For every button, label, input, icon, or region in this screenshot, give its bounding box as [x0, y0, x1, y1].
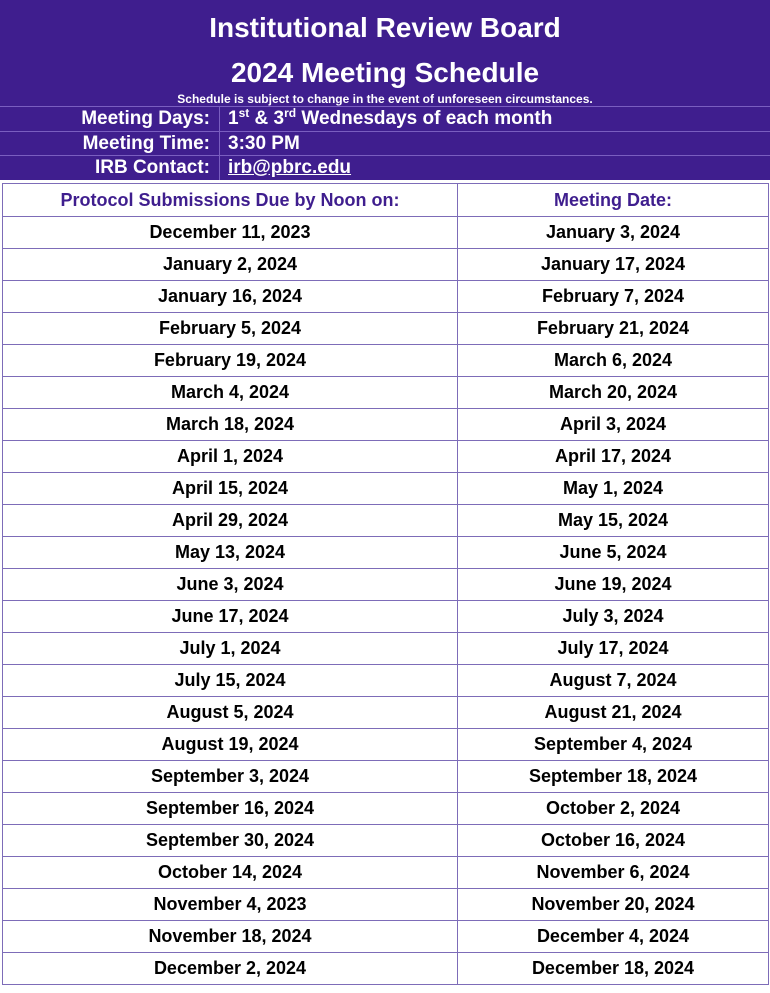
meeting-date-cell: December 18, 2024	[458, 953, 769, 985]
page-title: Institutional Review Board	[209, 12, 561, 43]
meeting-time-value: 3:30 PM	[228, 133, 300, 154]
meeting-date-cell: August 21, 2024	[458, 697, 769, 729]
meeting-date-cell: November 20, 2024	[458, 889, 769, 921]
submission-due-cell: September 3, 2024	[3, 761, 458, 793]
table-row	[3, 921, 769, 953]
table-row	[3, 761, 769, 793]
irb-contact-label: IRB Contact:	[94, 157, 210, 178]
table-row	[3, 697, 769, 729]
table-row	[3, 345, 769, 377]
table-row	[3, 473, 769, 505]
schedule-disclaimer: Schedule is subject to change in the event of unforeseen circumstances.	[177, 92, 593, 106]
meeting-days-rest: Wednesdays of each month	[296, 108, 553, 129]
meeting-date-cell: June 19, 2024	[458, 569, 769, 601]
table-row	[3, 377, 769, 409]
submission-due-cell: August 5, 2024	[3, 697, 458, 729]
table-row	[3, 601, 769, 633]
submission-due-cell: April 29, 2024	[3, 505, 458, 537]
meeting-date-cell: May 1, 2024	[458, 473, 769, 505]
page-subtitle: 2024 Meeting Schedule	[230, 57, 540, 88]
info-divider	[219, 132, 220, 156]
meeting-days-ordinal-1: 1	[228, 108, 239, 129]
meeting-date-cell: August 7, 2024	[458, 665, 769, 697]
info-divider	[219, 107, 220, 131]
table-row	[3, 409, 769, 441]
meeting-date-cell: October 16, 2024	[458, 825, 769, 857]
meeting-date-cell: January 17, 2024	[458, 249, 769, 281]
submission-due-cell: March 4, 2024	[3, 377, 458, 409]
table-row	[3, 537, 769, 569]
table-header-row	[3, 184, 769, 217]
meeting-time-label: Meeting Time:	[82, 133, 210, 154]
submission-due-cell: July 15, 2024	[3, 665, 458, 697]
submission-due-cell: November 4, 2023	[3, 889, 458, 921]
table-row	[3, 665, 769, 697]
submission-due-cell: September 16, 2024	[3, 793, 458, 825]
meeting-date-cell: April 17, 2024	[458, 441, 769, 473]
schedule-header	[0, 0, 770, 180]
submission-due-cell: May 13, 2024	[3, 537, 458, 569]
meeting-date-cell: July 17, 2024	[458, 633, 769, 665]
meeting-days-label: Meeting Days:	[81, 108, 210, 129]
meeting-days-ordinal-2: & 3	[249, 108, 285, 129]
column-header-meeting-date: Meeting Date:	[458, 184, 769, 217]
submission-due-cell: April 15, 2024	[3, 473, 458, 505]
meeting-date-cell: December 4, 2024	[458, 921, 769, 953]
table-row	[3, 793, 769, 825]
table-row	[3, 953, 769, 985]
meeting-date-cell: February 21, 2024	[458, 313, 769, 345]
table-row	[3, 729, 769, 761]
table-row	[3, 825, 769, 857]
table-row	[3, 281, 769, 313]
meeting-date-cell: September 18, 2024	[458, 761, 769, 793]
schedule-body	[3, 217, 769, 985]
submission-due-cell: November 18, 2024	[3, 921, 458, 953]
table-row	[3, 249, 769, 281]
table-row	[3, 505, 769, 537]
table-row	[3, 857, 769, 889]
submission-due-cell: January 2, 2024	[3, 249, 458, 281]
submission-due-cell: March 18, 2024	[3, 409, 458, 441]
meeting-schedule-table	[2, 183, 769, 985]
meeting-date-cell: July 3, 2024	[458, 601, 769, 633]
meeting-date-cell: January 3, 2024	[458, 217, 769, 249]
meeting-days-value	[228, 107, 552, 131]
meeting-date-cell: September 4, 2024	[458, 729, 769, 761]
submission-due-cell: December 2, 2024	[3, 953, 458, 985]
meeting-date-cell: February 7, 2024	[458, 281, 769, 313]
submission-due-cell: October 14, 2024	[3, 857, 458, 889]
info-divider	[219, 156, 220, 180]
submission-due-cell: June 3, 2024	[3, 569, 458, 601]
table-row	[3, 569, 769, 601]
table-row	[3, 217, 769, 249]
meeting-date-cell: March 6, 2024	[458, 345, 769, 377]
submission-due-cell: August 19, 2024	[3, 729, 458, 761]
submission-due-cell: December 11, 2023	[3, 217, 458, 249]
meeting-date-cell: June 5, 2024	[458, 537, 769, 569]
submission-due-cell: February 5, 2024	[3, 313, 458, 345]
irb-contact-email-link[interactable]: irb@pbrc.edu	[228, 157, 352, 178]
meeting-date-cell: March 20, 2024	[458, 377, 769, 409]
submission-due-cell: April 1, 2024	[3, 441, 458, 473]
meeting-days-suffix-1: st	[238, 106, 250, 120]
table-row	[3, 633, 769, 665]
meeting-time-row	[0, 131, 770, 155]
meeting-date-cell: October 2, 2024	[458, 793, 769, 825]
submission-due-cell: June 17, 2024	[3, 601, 458, 633]
table-row	[3, 313, 769, 345]
meeting-date-cell: April 3, 2024	[458, 409, 769, 441]
submission-due-cell: September 30, 2024	[3, 825, 458, 857]
meeting-days-row	[0, 106, 770, 130]
submission-due-cell: February 19, 2024	[3, 345, 458, 377]
column-header-submission-due: Protocol Submissions Due by Noon on:	[3, 184, 458, 217]
meeting-date-cell: May 15, 2024	[458, 505, 769, 537]
meeting-days-suffix-2: rd	[284, 106, 297, 120]
irb-contact-row	[0, 155, 770, 179]
table-row	[3, 441, 769, 473]
submission-due-cell: July 1, 2024	[3, 633, 458, 665]
submission-due-cell: January 16, 2024	[3, 281, 458, 313]
meeting-date-cell: November 6, 2024	[458, 857, 769, 889]
table-row	[3, 889, 769, 921]
